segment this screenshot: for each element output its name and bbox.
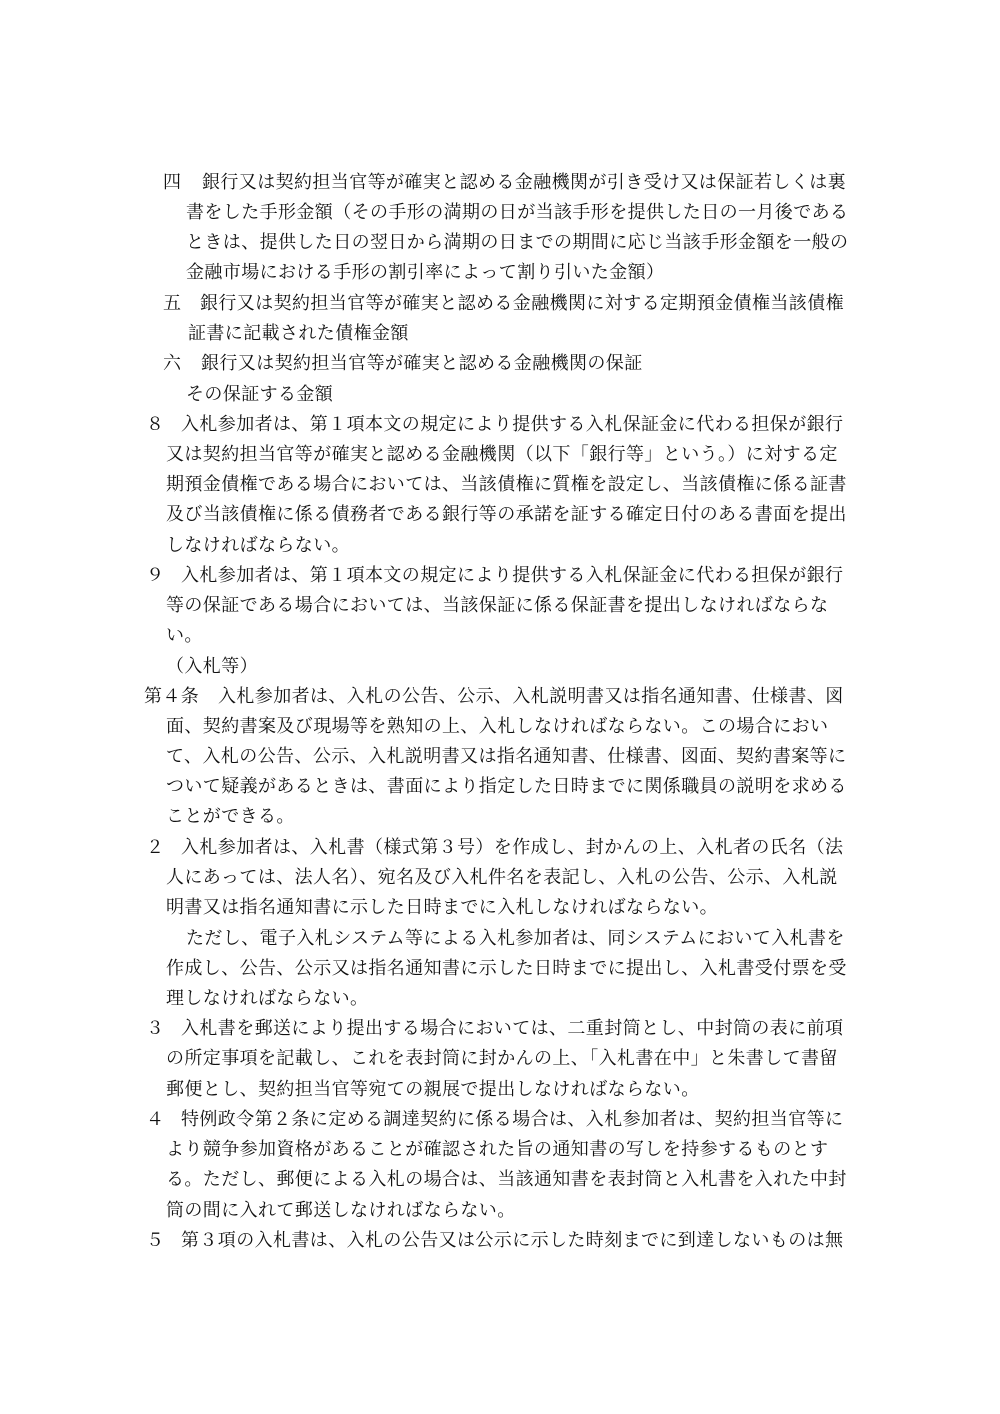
para-nine-marker: ９ xyxy=(146,565,165,586)
para-eight-marker: ８ xyxy=(146,414,165,435)
para-eight-line-2: 又は契約担当官等が確実と認める金融機関（以下「銀行等」という。）に対する定 xyxy=(166,444,838,465)
art4-para-two-proviso-2: 作成し、公告、公示又は指名通知書に示した日時までに提出し、入札書受付票を受 xyxy=(166,958,847,979)
para-eight-line-4: 及び当該債権に係る債務者である銀行等の承諾を証する確定日付のある書面を提出 xyxy=(166,504,847,525)
article-four-line-1: 入札参加者は、入札の公告、公示、入札説明書又は指名通知書、仕様書、図 xyxy=(218,686,844,707)
art4-para-four-line-4: 筒の間に入れて郵送しなければならない。 xyxy=(166,1200,516,1221)
item-five-line-1: 銀行又は契約担当官等が確実と認める金融機関に対する定期預金債権当該債権 xyxy=(200,293,844,314)
art4-para-three-marker: ３ xyxy=(146,1018,165,1039)
item-four-line-1: 銀行又は契約担当官等が確実と認める金融機関が引き受け又は保証若しくは裏 xyxy=(202,172,846,193)
art4-para-three-line-2: の所定事項を記載し、これを表封筒に封かんの上、「入札書在中」と朱書して書留 xyxy=(166,1048,838,1069)
art4-para-two-proviso-1: ただし、電子入札システム等による入札参加者は、同システムにおいて入札書を xyxy=(186,928,845,949)
item-four-line-2: 書をした手形金額（その手形の満期の日が当該手形を提供した日の一月後である xyxy=(186,202,849,223)
article-four-line-4: ついて疑義があるときは、書面により指定した日時までに関係職員の説明を求める xyxy=(166,776,847,797)
art4-para-four-line-2: より競争参加資格があることが確認された旨の通知書の写しを持参するものとす xyxy=(166,1139,829,1160)
art4-para-three-line-1: 入札書を郵送により提出する場合においては、二重封筒とし、中封筒の表に前項 xyxy=(181,1018,844,1039)
item-six-line-2: その保証する金額 xyxy=(186,384,334,405)
item-five-line-2: 証書に記載された債権金額 xyxy=(188,323,409,344)
art4-para-two-marker: ２ xyxy=(146,837,165,858)
art4-para-five-marker: ５ xyxy=(146,1230,165,1251)
art4-para-four-line-1: 特例政令第２条に定める調達契約に係る場合は、入札参加者は、契約担当官等に xyxy=(181,1109,844,1130)
art4-para-two-proviso-3: 理しなければならない。 xyxy=(166,988,369,1009)
article-four-line-2: 面、契約書案及び現場等を熟知の上、入札しなければならない。この場合におい xyxy=(166,716,829,737)
art4-para-four-line-3: る。ただし、郵便による入札の場合は、当該通知書を表封筒と入札書を入れた中封 xyxy=(166,1169,847,1190)
item-six-line-1: 銀行又は契約担当官等が確実と認める金融機関の保証 xyxy=(201,353,643,374)
para-eight-line-3: 期預金債権である場合においては、当該債権に質権を設定し、当該債権に係る証書 xyxy=(166,474,847,495)
para-nine-line-3: い。 xyxy=(166,625,203,646)
article-four-marker: 第４条 xyxy=(144,686,200,707)
item-four-marker: 四 xyxy=(163,172,182,193)
item-four-line-3: ときは、提供した日の翌日から満期の日までの期間に応じ当該手形金額を一般の xyxy=(186,232,849,253)
article-four-line-5: ことができる。 xyxy=(166,806,295,827)
para-nine-line-1: 入札参加者は、第１項本文の規定により提供する入札保証金に代わる担保が銀行 xyxy=(181,565,844,586)
art4-para-two-line-2: 人にあっては、法人名）、宛名及び入札件名を表記し、入札の公告、公示、入札説 xyxy=(166,867,838,888)
art4-para-two-line-1: 入札参加者は、入札書（様式第３号）を作成し、封かんの上、入札者の氏名（法 xyxy=(181,837,844,858)
item-five-marker: 五 xyxy=(163,293,182,314)
art4-para-four-marker: ４ xyxy=(146,1109,165,1130)
article-four-line-3: て、入札の公告、公示、入札説明書又は指名通知書、仕様書、図面、契約書案等に xyxy=(166,746,847,767)
section-caption: （入札等） xyxy=(166,656,258,677)
art4-para-three-line-3: 郵便とし、契約担当官等宛ての親展で提出しなければならない。 xyxy=(166,1079,700,1100)
para-eight-line-1: 入札参加者は、第１項本文の規定により提供する入札保証金に代わる担保が銀行 xyxy=(181,414,844,435)
item-six-marker: 六 xyxy=(163,353,182,374)
art4-para-five-line-1: 第３項の入札書は、入札の公告又は公示に示した時刻までに到達しないものは無 xyxy=(181,1230,844,1251)
para-nine-line-2: 等の保証である場合においては、当該保証に係る保証書を提出しなければならな xyxy=(166,595,829,616)
art4-para-two-line-3: 明書又は指名通知書に示した日時までに入札しなければならない。 xyxy=(166,897,718,918)
para-eight-line-5: しなければならない。 xyxy=(166,535,350,556)
item-four-line-4: 金融市場における手形の割引率によって割り引いた金額） xyxy=(186,262,665,283)
